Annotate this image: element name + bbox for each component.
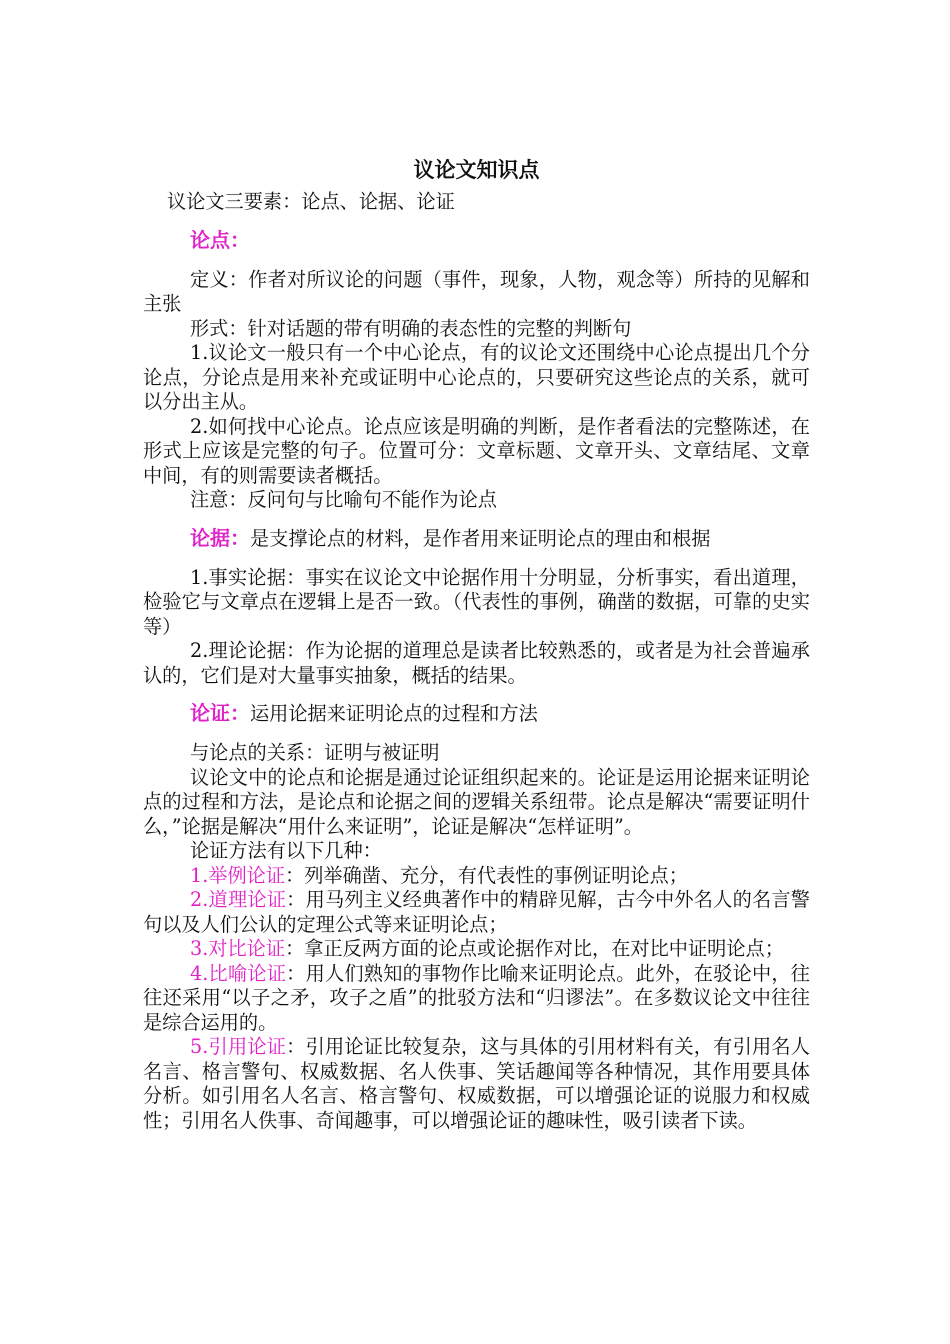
- method-name: 2.道理论证: [190, 888, 287, 911]
- method-text: ：引用论证比较复杂，这与具体的引用材料有关，有引用名人名言、格言警句、权威数据、名人佚事、笑话趣闻等各种情况，其作用要具体分析。如引用名人名言、格言警句、权威数据，可以增强论证的说服力和权威性；引用名人佚事、奇闻趣事，可以增强论证的趣味性，吸引读者下读。: [143, 1035, 810, 1132]
- method-text: ：用马列主义经典著作中的精辟见解，古今中外名人的名言警句以及人们公认的定理公式等来证明论点；: [143, 888, 810, 936]
- document-page: [143, 152, 810, 1133]
- lunju-point-2: 2.理论论据：作为论据的道理总是读者比较熟悉的，或者是为社会普遍承认的，它们是对大量事实抽象，概括的结果。: [143, 639, 810, 687]
- section-lunju-heading: [143, 523, 810, 554]
- lundian-point-2: 2.如何找中心论点。论点应该是明确的判断，是作者看法的完整陈述，在形式上应该是完整的句子。位置可分：文章标题、文章开头、文章结尾、文章中间，有的则需要读者概括。: [143, 414, 810, 487]
- section-desc: 是支撑论点的材料，是作者用来证明论点的理由和根据: [250, 526, 711, 550]
- section-lunzheng-heading: [143, 698, 810, 729]
- method-name: 1.举例论证: [190, 863, 286, 887]
- method-name: 3.对比论证: [190, 937, 286, 960]
- section-heading: 论据：: [190, 525, 250, 550]
- methods-intro: 论证方法有以下几种：: [190, 839, 382, 862]
- lundian-form: 形式：针对话题的带有明确的表态性的完整的判断句: [190, 316, 632, 340]
- lundian-note: 注意：反问句与比喻句不能作为论点: [190, 488, 497, 511]
- method-name: 4.比喻论证: [190, 961, 287, 985]
- method-text: ：拿正反两方面的论点或论据作对比，在对比中证明论点；: [285, 937, 784, 960]
- section-heading: 论证：: [190, 701, 250, 725]
- lunju-point-1: 1.事实论据：事实在议论文中论据作用十分明显，分析事实，看出道理，检验它与文章点在逻辑上是否一致。（代表性的事例，确凿的数据，可靠的史实等）: [143, 565, 810, 638]
- method-text: ：用人们熟知的事物作比喻来证明论点。此外，在驳论中，往往还采用“以子之矛，攻子之盾”的批驳方法和“归谬法”。在多数议论文中往往是综合运用的。: [143, 961, 810, 1034]
- section-heading: 论点：: [190, 227, 250, 252]
- method-text: ：列举确凿、充分，有代表性的事例证明论点；: [285, 863, 688, 887]
- method-name: 5.引用论证: [190, 1035, 287, 1058]
- page-title: 议论文知识点: [413, 157, 540, 182]
- lundian-point-1: 1.议论文一般只有一个中心论点，有的议论文还围绕中心论点提出几个分论点，分论点是用来补充或证明中心论点的，只要研究这些论点的关系，就可以分出主从。: [143, 341, 810, 413]
- method-item: [143, 1035, 810, 1133]
- lunzheng-relation: 与论点的关系：证明与被证明: [190, 741, 440, 764]
- section-desc: 运用论据来证明论点的过程和方法: [250, 702, 538, 725]
- subtitle: 议论文三要素：论点、论据、论证: [167, 190, 455, 213]
- method-item: [143, 888, 810, 937]
- section-lundian-heading: [143, 225, 810, 256]
- method-item: [143, 962, 810, 1036]
- lundian-definition: 定义：作者对所议论的问题（事件，现象，人物，观念等）所持的见解和主张: [143, 267, 810, 315]
- lunzheng-paragraph: 议论文中的论点和论据是通过论证组织起来的。论证是运用论据来证明论点的过程和方法，是论点和论据之间的逻辑关系纽带。论点是解决“需要证明什么，”论据是解决“用什么来证明”，论证是解决“怎样证明”。: [143, 765, 810, 838]
- method-item: [143, 864, 810, 889]
- method-item: [143, 937, 810, 962]
